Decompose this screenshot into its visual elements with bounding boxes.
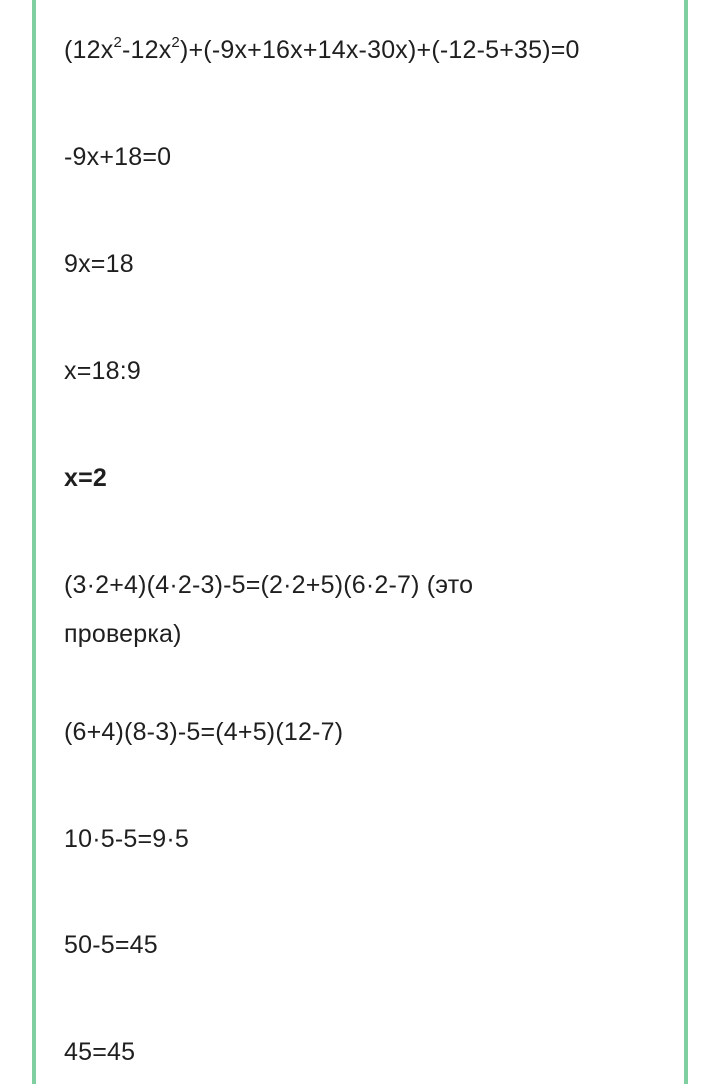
equation-line-2: -9x+18=0: [64, 143, 172, 171]
check-line-5: 45=45: [64, 1038, 136, 1066]
check-line-1-continued: проверка): [64, 620, 182, 648]
check-line-4: 50-5=45: [64, 931, 158, 959]
answer-line: x=2: [64, 464, 108, 492]
right-border: [684, 0, 688, 1084]
equation-line-3: 9x=18: [64, 250, 134, 278]
check-line-1: (3·2+4)(4·2-3)-5=(2·2+5)(6·2-7) (это: [64, 571, 474, 599]
left-border: [32, 0, 36, 1084]
check-line-2: (6+4)(8-3)-5=(4+5)(12-7): [64, 718, 344, 746]
check-line-3: 10·5-5=9·5: [64, 825, 189, 853]
equation-line-4: x=18:9: [64, 357, 141, 385]
equation-line-1: $(12x^2-12x^2)+(-9x+16x+14x-30x)+(-12-5+35)=0$: [64, 34, 580, 64]
